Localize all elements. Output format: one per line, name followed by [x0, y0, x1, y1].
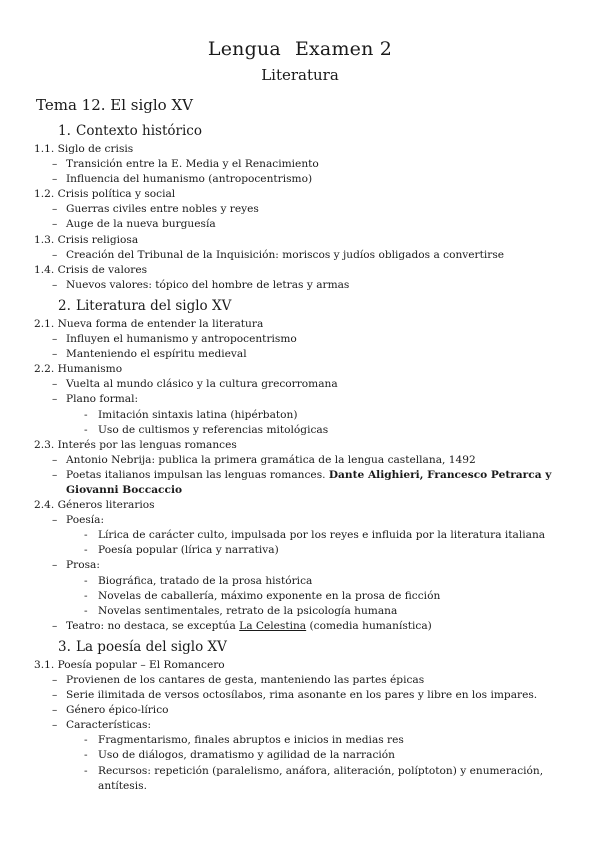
list-item: – Guerras civiles entre nobles y reyes — [52, 202, 574, 217]
subsection-2-2: 2.2. Humanismo — [34, 363, 123, 376]
list-item: – Género épico-lírico — [52, 703, 574, 718]
title-subject: Lengua — [207, 38, 281, 60]
list-item: – Influencia del humanismo (antropocentrismo) — [52, 172, 574, 187]
nested-list-item: - Novelas sentimentales, retrato de la psicología humana — [84, 604, 574, 619]
list-item: – Transición entre la E. Media y el Renacimiento — [52, 157, 574, 172]
tema-heading: Tema 12. El siglo XV — [36, 96, 193, 114]
subsection-2-3: 2.3. Interés por las lenguas romances — [34, 438, 237, 451]
nested-list-item: - Imitación sintaxis latina (hipérbaton) — [84, 408, 574, 423]
subsection-2-4: 2.4. Géneros literarios — [34, 499, 155, 512]
list-item-teatro: – Teatro: no destaca, se exceptúa La Celestina (comedia humanística) — [52, 619, 574, 634]
list-item: – Poetas italianos impulsan las lenguas romances. Dante Alighieri, Francesco Petrarca y Giovanni Boccaccio — [52, 468, 574, 498]
subsection-3-1: 3.1. Poesía popular – El Romancero — [34, 658, 225, 671]
list-item: – Auge de la nueva burguesía — [52, 217, 574, 232]
work-title-celestina: La Celestina — [239, 619, 307, 632]
document-title — [0, 38, 600, 60]
list-item-prosa: – Prosa: — [52, 558, 574, 573]
document-body — [34, 120, 574, 794]
list-item: – Provienen de los cantares de gesta, manteniendo las partes épicas — [52, 673, 574, 688]
list-item: – Características: — [52, 718, 574, 733]
document-subtitle: Literatura — [261, 66, 339, 84]
list-item: – Vuelta al mundo clásico y la cultura grecorromana — [52, 377, 574, 392]
nested-list-item: - Lírica de carácter culto, impulsada por los reyes e influida por la literatura italiana — [84, 528, 574, 543]
list-item: – Nuevos valores: tópico del hombre de letras y armas — [52, 278, 574, 293]
nested-list-item: - Uso de cultismos y referencias mitológicas — [84, 423, 574, 438]
nested-list-item: - Uso de diálogos, dramatismo y agilidad de la narración — [84, 748, 574, 763]
section-heading-1: 1. Contexto histórico — [58, 123, 202, 139]
nested-list-item: - Biográfica, tratado de la prosa histórica — [84, 574, 574, 589]
list-item-poesia: – Poesía: — [52, 513, 574, 528]
nested-list-item: - Fragmentarismo, finales abruptos e inicios in medias res — [84, 733, 574, 748]
nested-list-item: - Novelas de caballería, máximo exponente en la prosa de ficción — [84, 589, 574, 604]
nested-list-item: - Recursos: repetición (paralelismo, anáfora, aliteración, políptoton) y enumeración, antítesis. — [84, 764, 574, 794]
bold-authors: Dante Alighieri, Francesco Petrarca y Giovanni Boccaccio — [66, 468, 552, 496]
list-item: – Manteniendo el espíritu medieval — [52, 347, 574, 362]
nested-list-item: - Poesía popular (lírica y narrativa) — [84, 543, 574, 558]
subsection-2-1: 2.1. Nueva forma de entender la literatura — [34, 317, 264, 330]
list-item: – Creación del Tribunal de la Inquisición: moriscos y judíos obligados a convertirse — [52, 248, 574, 263]
list-item: – Influyen el humanismo y antropocentrismo — [52, 332, 574, 347]
subsection-1-2: 1.2. Crisis política y social — [34, 188, 176, 201]
list-item: – Antonio Nebrija: publica la primera gramática de la lengua castellana, 1492 — [52, 453, 574, 468]
subsection-1-1: 1.1. Siglo de crisis — [34, 143, 134, 155]
list-item: – Plano formal: — [52, 392, 574, 407]
section-heading-3: 3. La poesía del siglo XV — [58, 638, 227, 655]
title-exam: Examen 2 — [294, 38, 393, 60]
list-item: – Serie ilimitada de versos octosílabos, rima asonante en los pares y libre en los impares. — [52, 688, 574, 703]
subsection-1-3: 1.3. Crisis religiosa — [34, 233, 139, 246]
section-heading-2: 2. Literatura del siglo XV — [58, 297, 232, 314]
subsection-1-4: 1.4. Crisis de valores — [34, 263, 148, 276]
